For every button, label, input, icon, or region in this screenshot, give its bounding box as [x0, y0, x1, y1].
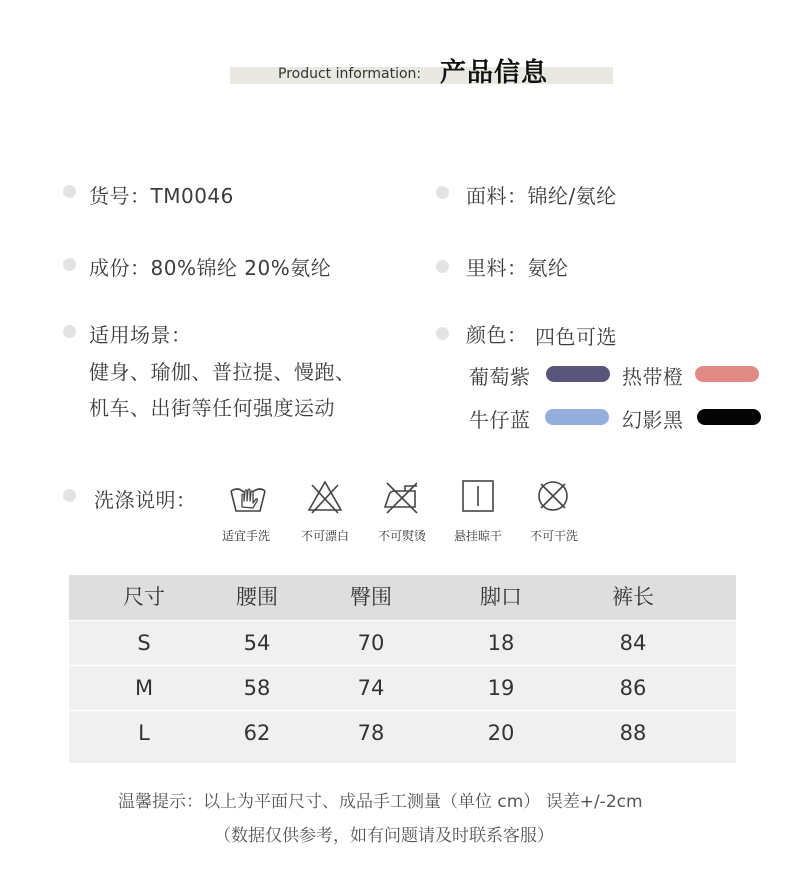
spec-composition: 成份：80%锦纶 20%氨纶 — [89, 256, 332, 280]
table-row — [69, 620, 736, 665]
spec-fabric: 面料：锦纶/氨纶 — [466, 184, 617, 208]
table-row — [69, 665, 736, 710]
table-cell: 18 — [487, 631, 515, 655]
size-table — [69, 575, 736, 762]
color-swatch — [546, 366, 610, 382]
spec-scenes-line1: 健身、瑜伽、普拉提、慢跑、 — [89, 360, 356, 384]
table-cell: 88 — [619, 721, 647, 745]
table-cell: S — [137, 631, 151, 655]
note-line-2: （数据仅供参考，如有问题请及时联系客服） — [214, 826, 554, 846]
wash-label: 洗涤说明： — [94, 488, 197, 512]
table-cell: M — [134, 676, 154, 700]
table-row — [69, 710, 736, 763]
color-name: 热带橙 — [622, 365, 684, 389]
table-header-cell: 臀围 — [350, 585, 392, 609]
table-cell: 86 — [619, 676, 647, 700]
table-cell: 62 — [243, 721, 271, 745]
spec-scenes-label: 适用场景： — [89, 323, 192, 347]
table-header-cell: 裤长 — [612, 585, 654, 609]
spec-item-no: 货号：TM0046 — [89, 184, 234, 208]
color-name: 幻影黑 — [622, 408, 684, 432]
hand-wash-icon — [228, 477, 268, 517]
bullet-dot — [63, 489, 76, 502]
table-header-cell: 脚口 — [480, 585, 522, 609]
size-table-header — [69, 575, 736, 620]
spec-lining: 里料：氨纶 — [466, 256, 569, 280]
table-cell: 19 — [487, 676, 515, 700]
wash-item-label: 不可熨烫 — [377, 529, 426, 543]
table-cell: 54 — [243, 631, 271, 655]
color-swatch — [545, 409, 609, 425]
table-cell: 74 — [357, 676, 385, 700]
color-name: 牛仔蓝 — [469, 408, 531, 432]
wash-item-label: 悬挂晾干 — [453, 529, 502, 543]
bullet-dot — [63, 185, 76, 198]
color-swatch — [695, 366, 759, 382]
spec-scenes-line2: 机车、出街等任何强度运动 — [89, 396, 335, 420]
header-title-cn: 产品信息 — [440, 58, 549, 88]
color-name: 葡萄紫 — [469, 365, 531, 389]
bullet-dot — [63, 325, 76, 338]
table-cell: 20 — [487, 721, 515, 745]
header-title-en: Product information: — [278, 66, 422, 82]
color-swatch — [697, 409, 761, 425]
bullet-dot — [436, 186, 449, 199]
table-header-cell: 尺寸 — [123, 585, 165, 609]
note-line-1: 温馨提示：以上为平面尺寸、成品手工测量（单位 cm） 误差+/-2cm — [118, 792, 643, 812]
wash-item-label: 不可干洗 — [529, 529, 578, 543]
hang-dry-icon — [458, 477, 498, 517]
spec-colors-label: 颜色： — [466, 323, 528, 347]
bullet-dot — [436, 260, 449, 273]
bullet-dot — [63, 258, 76, 271]
bullet-dot — [436, 327, 449, 340]
no-iron-icon — [381, 477, 421, 517]
table-cell: L — [138, 721, 150, 745]
table-cell: 58 — [243, 676, 271, 700]
table-cell: 78 — [357, 721, 385, 745]
table-cell: 84 — [619, 631, 647, 655]
wash-item-label: 不可漂白 — [300, 529, 349, 543]
table-cell: 70 — [357, 631, 385, 655]
table-header-cell: 腰围 — [236, 585, 278, 609]
wash-item-label: 适宜手洗 — [221, 529, 270, 543]
no-dry-clean-icon — [533, 477, 573, 517]
spec-colors-summary: 四色可选 — [535, 325, 617, 349]
no-bleach-icon — [305, 477, 345, 517]
